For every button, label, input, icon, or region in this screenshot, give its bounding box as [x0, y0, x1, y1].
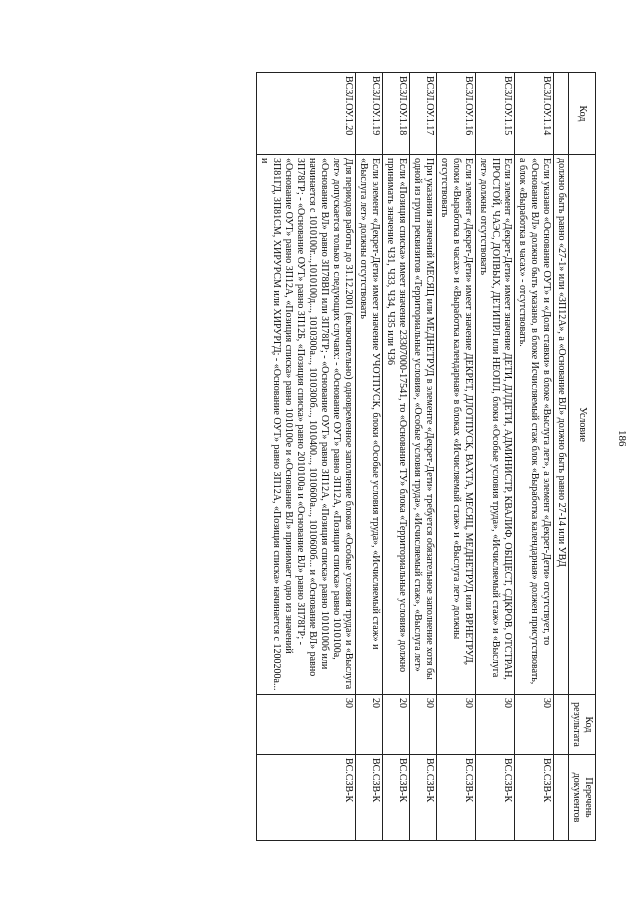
row-documents: ВС.СЗВ-К — [515, 755, 554, 841]
table-header-row — [569, 73, 596, 841]
table-row — [410, 73, 437, 841]
page-number: 186 — [616, 430, 628, 447]
table-row — [437, 73, 476, 841]
row-result-code: 30 — [515, 695, 554, 755]
table-row — [515, 73, 554, 841]
row-result-code: 20 — [356, 695, 383, 755]
header-documents: Перечень документов — [569, 755, 596, 841]
table-row — [554, 73, 569, 841]
row-condition: Если «Позиция списка» имеет значение 23307000-17541, то «Основание ТУ» блока «Территориальные условия» должно принимать значение ЧЗ1, ЧЗ3, ЧЗ4, ЧЗ5 или ЧЗ6 — [383, 155, 410, 695]
row-documents: ВС.СЗВ-К — [383, 755, 410, 841]
row-condition: При указании значений МЕСЯЦ или МЕДНЕТРУД в элементе «Декрет-Дети» требуется обязательное заполнение хотя бы одной из групп реквизитов «Территориальные условия», «Особые условия труда», «Исчисляемый стаж», «Выслуга лет» — [410, 155, 437, 695]
rotated-table-container — [76, 72, 596, 840]
row-documents: ВС.СЗВ-К — [437, 755, 476, 841]
table-row — [356, 73, 383, 841]
row-condition: должно быть равно «27-1» или «ЗП12А», а «Основание ВЛ» должно быть равно 27-14 или УВД — [554, 155, 569, 695]
row-documents: ВС.СЗВ-К — [257, 755, 356, 841]
row-code: ВСЗЛ.ОУ.1.15 — [476, 73, 515, 155]
row-result-code: 30 — [437, 695, 476, 755]
row-result-code: 20 — [383, 695, 410, 755]
header-condition: Условие — [569, 155, 596, 695]
rules-table — [256, 72, 596, 841]
row-documents — [554, 755, 569, 841]
row-code: ВСЗЛ.ОУ.1.18 — [383, 73, 410, 155]
row-documents: ВС.СЗВ-К — [476, 755, 515, 841]
row-result-code: 30 — [257, 695, 356, 755]
row-code: ВСЗЛ.ОУ.1.19 — [356, 73, 383, 155]
header-code: Код — [569, 73, 596, 155]
table-row — [257, 73, 356, 841]
row-code: ВСЗЛ.ОУ.1.20 — [257, 73, 356, 155]
row-condition: Если элемент «Декрет-Дети» имеет значение УЧОТПУСК, блоки «Особые условия труда», «Исчисляемый стаж» и «Выслуга лет» должны отсутствовать — [356, 155, 383, 695]
row-condition: Если элемент «Декрет-Дети» имеет значение ДЕТИ, ДЛДЕТИ, АДМИНИСТР, КВАЛИФ, ОБЩЕСТ, СДКРОВ, ОТСТРАН, ПРОСТОЙ, ЧАЭС, ДОПВЫХ, ДЕТИПРЛ или НЕОПЛ, блоки «Особые условия труда», «Исчисляемый стаж» и «Выслуга лет» должны отсутствовать — [476, 155, 515, 695]
row-code — [554, 73, 569, 155]
table-row — [476, 73, 515, 841]
row-result-code: 30 — [410, 695, 437, 755]
row-documents: ВС.СЗВ-К — [356, 755, 383, 841]
row-code: ВСЗЛ.ОУ.1.16 — [437, 73, 476, 155]
row-result-code: 30 — [476, 695, 515, 755]
row-condition: Если элемент «Декрет-Дети» имеет значение ДЕКРЕТ, ДЛОТПУСК, ВАХТА, МЕСЯЦ, МЕДНЕТРУД или ВРНЕТРУД, блоки «Выработка в часах» и «Выработка календарная» в блоках «Исчисляемый стаж» и «Выслуга лет» должны отсутствовать — [437, 155, 476, 695]
row-condition: Если указано «Основание ОУТ» и «Доля ставки» в блоке «Выслуга лет», а элемент «Декрет-Дети» отсутствует, то «Основание ВЛ» должно быть указано, в блоке Исчисляемый стаж блок «Выработка календарная» должен присутствовать, а блок «Выработка в часах» - отсутствовать. — [515, 155, 554, 695]
row-code: ВСЗЛ.ОУ.1.14 — [515, 73, 554, 155]
table-row — [383, 73, 410, 841]
row-condition: Для периодов работы до 31.12.2001 (включительно) одновременное заполнение блоков «Особые условия труда» и «Выслуга лет» допускается только в следующих случаях: - «Основание ОУТ» равно ЗП12А, «Позиция списка» равно 1010100а, «Основание ВЛ» равно ЗП78ВП или ЗП78ГР; - «Основание ОУТ» равно ЗП12А, «Позиция списка» равно 1010100б или начинается с 1010100г...,1010100д..., 1010300а..., 1010300б..., 1010400..., 1010600а..., 1010600б... и «Основание ВЛ» равно ЗП78ГР; - «Основание ОУТ» равно ЗП12Б, «Позиция списка» равно 2010100а и «Основание ВЛ» равно ЗП78ГР; - «Основание ОУТ» равно ЗП12А, «Позиция списка» равно 1010100е и «Основание ВЛ» принимает одно из значений ЗП81ГД, ЗП81СМ, ХИРУРСМ или ХИРУРГД; - «Основание ОУТ» равно ЗП12А, «Позиция списка» начинается с 1200200а... и — [257, 155, 356, 695]
header-result-code: Код результата — [569, 695, 596, 755]
row-code: ВСЗЛ.ОУ.1.17 — [410, 73, 437, 155]
row-result-code — [554, 695, 569, 755]
row-documents: ВС.СЗВ-К — [410, 755, 437, 841]
